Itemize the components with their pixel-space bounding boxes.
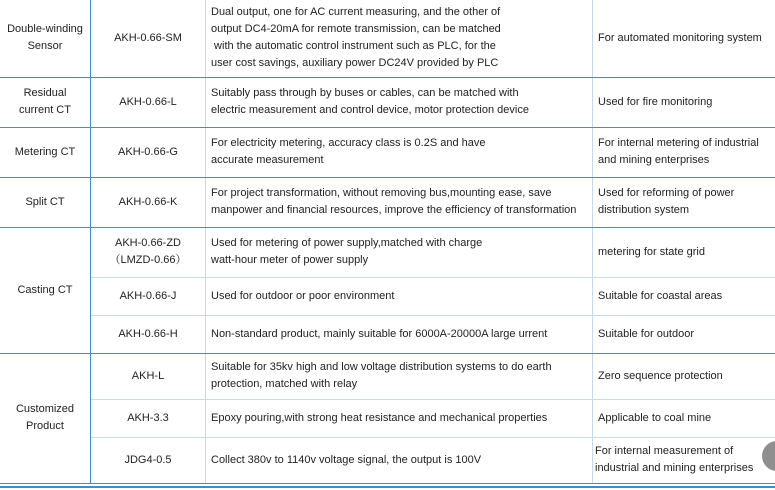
table-row: [0, 315, 775, 353]
category-cell: Split CT: [0, 177, 91, 227]
description-cell: For project transformation, without removing bus,mounting ease, save manpower and financial resources, improve the efficiency of transformation: [206, 177, 593, 227]
model-cell: AKH-0.66-ZD （LMZD-0.66）: [91, 227, 206, 277]
model-cell: AKH-0.66-H: [91, 315, 206, 353]
category-cell: Residual current CT: [0, 77, 91, 127]
application-cell: Zero sequence protection: [593, 353, 775, 399]
table-row: [0, 277, 775, 315]
table-row: [0, 77, 775, 127]
model-cell: AKH-0.66-J: [91, 277, 206, 315]
description-cell: Used for metering of power supply,matched with charge watt-hour meter of power supply: [206, 227, 593, 277]
description-cell: Suitably pass through by buses or cables, can be matched with electric measurement and control device, motor protection device: [206, 77, 593, 127]
table-row: [0, 227, 775, 277]
application-cell: Used for reforming of power distribution system: [593, 177, 775, 227]
description-cell: Non-standard product, mainly suitable for 6000A-20000A large urrent: [206, 315, 593, 353]
description-cell: Used for outdoor or poor environment: [206, 277, 593, 315]
description-cell: Dual output, one for AC current measuring, and the other of output DC4-20mA for remote transmission, can be matched with the automatic control instrument such as PLC, for the user cost savings, auxiliary power DC24V provided by PLC: [206, 0, 593, 77]
application-cell: For automated monitoring system: [593, 0, 775, 77]
application-cell: Used for fire monitoring: [593, 77, 775, 127]
application-cell: Suitable for outdoor: [593, 315, 775, 353]
application-cell: For internal measurement of industrial and mining enterprises: [593, 437, 775, 483]
table-row: [0, 399, 775, 437]
application-cell: Suitable for coastal areas: [593, 277, 775, 315]
model-cell: AKH-0.66-L: [91, 77, 206, 127]
table-row: [0, 127, 775, 177]
model-cell: AKH-0.66-G: [91, 127, 206, 177]
description-cell: Epoxy pouring,with strong heat resistance and mechanical properties: [206, 399, 593, 437]
category-cell: Double-winding Sensor: [0, 0, 91, 77]
description-cell: Suitable for 35kv high and low voltage distribution systems to do earth protection, matched with relay: [206, 353, 593, 399]
model-cell: JDG4-0.5: [91, 437, 206, 483]
model-cell: AKH-3.3: [91, 399, 206, 437]
description-cell: Collect 380v to 1140v voltage signal, the output is 100V: [206, 437, 593, 483]
category-cell: Casting CT: [0, 227, 91, 353]
application-cell: Applicable to coal mine: [593, 399, 775, 437]
table-row: [0, 0, 775, 77]
table-row: [0, 437, 775, 483]
description-cell: For electricity metering, accuracy class is 0.2S and have accurate measurement: [206, 127, 593, 177]
category-cell: Customized Product: [0, 353, 91, 483]
model-cell: AKH-0.66-K: [91, 177, 206, 227]
application-cell: metering for state grid: [593, 227, 775, 277]
category-cell: Metering CT: [0, 127, 91, 177]
table-bottom-border: [0, 486, 775, 488]
table-row: [0, 353, 775, 399]
table-row: [0, 177, 775, 227]
model-cell: AKH-L: [91, 353, 206, 399]
model-cell: AKH-0.66-SM: [91, 0, 206, 77]
application-cell: For internal metering of industrial and mining enterprises: [593, 127, 775, 177]
